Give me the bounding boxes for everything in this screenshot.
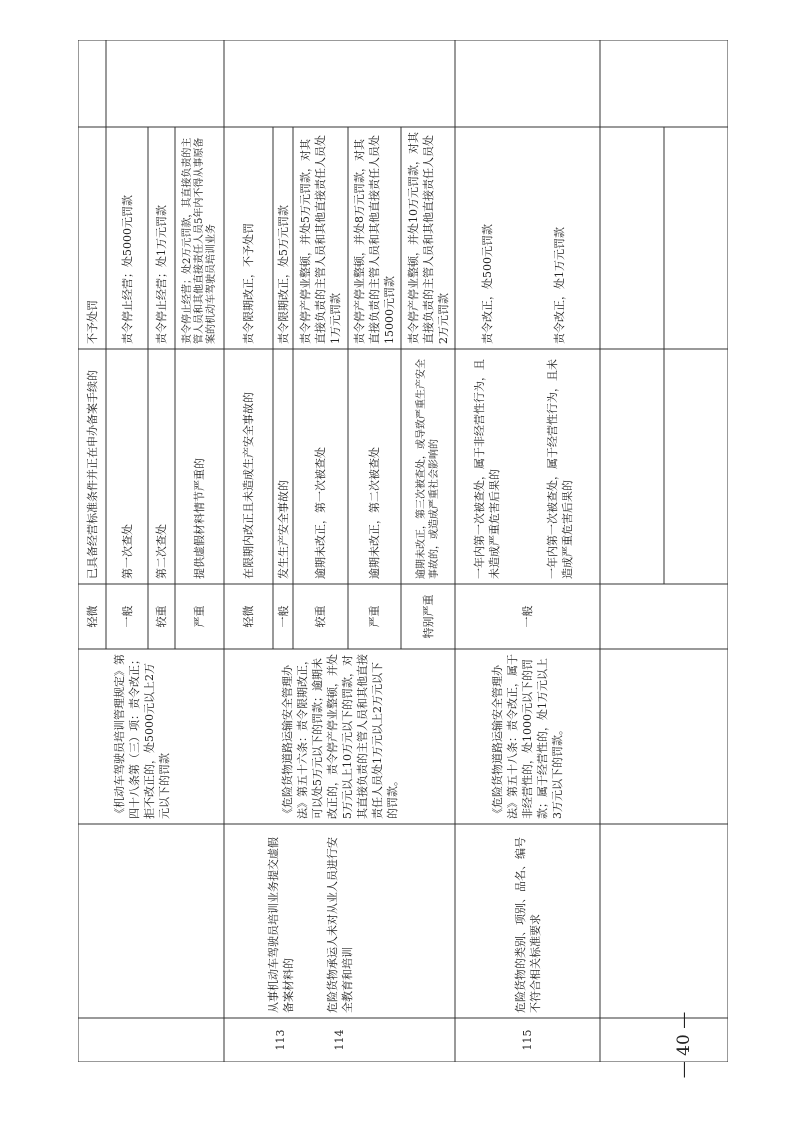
item-115-penalty-1: 责令改正，处500元罚款 [480, 224, 494, 344]
item-113-number: 113 [274, 1029, 287, 1051]
item-114-penalty-2: 责令限期改正，处5万元罚款 [276, 205, 290, 344]
item-113-matter: 从事机动车驾驶员培训业务提交虚假备案材料的 [266, 837, 295, 1013]
item-113-level-3: 严重 [193, 605, 206, 628]
item-114-level-3: 较重 [314, 605, 327, 628]
item-114-matter: 危险货物承运人未对从业人员进行安全教育和培训 [325, 837, 354, 1013]
item-115-number: 115 [521, 1029, 534, 1051]
item-114-penalty-3: 责令停产停业整顿，并处5万元罚款，对其直接负责的主管人员和其他直接责任人员处1万元罚款 [299, 135, 342, 344]
item-113-circumstance-1: 第一次查处 [120, 524, 134, 579]
item-114-number: 114 [333, 1029, 346, 1051]
item-113-penalty-2: 责令停止经营；处1万元罚款 [155, 205, 168, 344]
item-114-circumstance-1: 在限期内改正且未造成生产安全事故的 [242, 392, 255, 579]
item-114-penalty-4: 责令停产停业整顿，并处8万元罚款，对其直接负责的主管人员和其他直接责任人员处15000元罚款 [353, 135, 396, 344]
item-113-level-1: 一般 [120, 605, 134, 628]
page-number [664, 1010, 704, 1080]
penalty-standard-table [78, 40, 728, 1062]
item-114-level-4: 严重 [368, 605, 381, 628]
item-113-circumstance-2: 第二次查处 [155, 524, 168, 579]
item-113-basis: 《机动车驾驶员培训管理规定》第四十八条第（三）项：责令改正；拒不改正的，处5000元以上2万元以下的罚款 [113, 654, 171, 819]
item-114-circumstance-2: 发生生产安全事故的 [276, 480, 290, 579]
item-114-circumstance-5: 逾期未改正，第三次被查处，或导致严重生产安全事故的，或造成严重社会影响的 [416, 359, 440, 579]
item-114-penalty-1: 责令限期改正，不予处罚 [242, 223, 255, 344]
item-115-penalty-2: 责令改正，处1万元罚款 [553, 227, 566, 344]
item-114-level-2: 一般 [276, 605, 290, 628]
continuation-penalty: 不予处罚 [85, 300, 99, 344]
item-114-circumstance-4: 逾期未改正，第二次被查处 [368, 447, 381, 579]
item-115-level: 一般 [521, 605, 534, 628]
item-114-basis: 《危险货物道路运输安全管理办法》第五十六条：责令限期改正，可以处5万元以下的罚款；逾期未改正的，责令停产停业整顿，并处5万元以上10万元以下的罚款，对其直接负责的主管人员和其他直接责任人员处1万元以上2万元以下的罚款。 [280, 654, 399, 819]
continuation-level: 轻微 [85, 605, 99, 628]
item-113-penalty-3: 责令停止经营；处2万元罚款，其直接负责的主管人员和其他直接责任人员5年内不得从事原备案的机动车驾驶员培训业务 [181, 137, 217, 344]
item-113-penalty-1: 责令停止经营；处5000元罚款 [120, 195, 134, 344]
page-number-text: — 40 — [674, 1011, 694, 1079]
item-115-circumstance-1: 一年内第一次被查处，属于非经营性行为，且未造成严重危害后果的 [473, 359, 501, 579]
item-115-matter: 危险货物的类别、项别、品名、编号不符合相关标准要求 [513, 837, 542, 1013]
rotated-table-wrapper [78, 40, 728, 1062]
item-115-circumstance-2: 一年内第一次被查处，属于经营性行为，且未造成严重危害后果的 [545, 359, 574, 579]
item-114-circumstance-3: 逾期未改正，第一次被查处 [314, 447, 327, 579]
item-114-penalty-5: 责令停产停业整顿，并处10万元罚款，对其直接负责的主管人员和其他直接责任人员处2万元罚款 [406, 132, 450, 344]
item-114-level-1: 轻微 [242, 605, 255, 628]
continuation-circumstance: 已具备经营标准条件并正在申办备案手续的 [85, 370, 99, 579]
item-113-circumstance-3: 提供虚假材料情节严重的 [193, 458, 206, 579]
item-115-basis: 《危险货物道路运输安全管理办法》第五十八条：责令改正，属于非经营性的，处1000元以下的罚款；属于经营性的，处1万元以上3万元以下的罚款。 [491, 654, 564, 819]
item-114-level-5: 特别严重 [421, 594, 435, 639]
item-113-level-2: 较重 [155, 605, 168, 628]
